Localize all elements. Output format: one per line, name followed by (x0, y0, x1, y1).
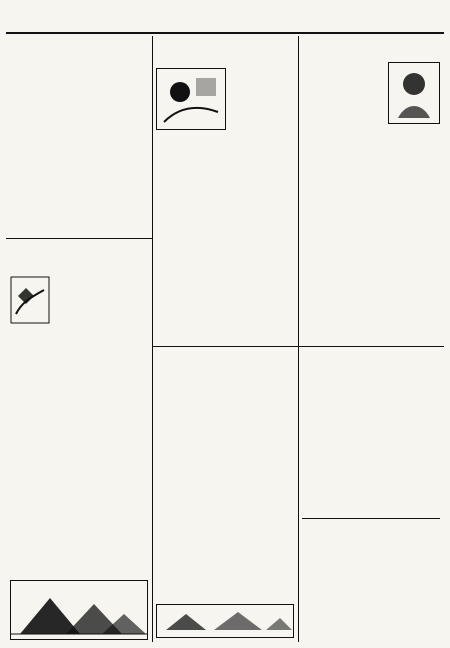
article-body (388, 128, 440, 342)
article-illustration (10, 276, 50, 324)
article-2 (10, 242, 148, 640)
article-body (302, 62, 384, 342)
article-7 (302, 522, 440, 640)
article-body (156, 350, 294, 598)
bottom-illustration (156, 604, 294, 638)
article-body (156, 134, 294, 342)
article-illustration (156, 68, 226, 130)
column-rule (298, 36, 299, 642)
article-body (54, 276, 148, 436)
article-5 (302, 38, 440, 342)
article-4 (156, 350, 294, 598)
illustration-placeholder (156, 604, 294, 638)
newspaper-page (6, 6, 444, 642)
section-rule (6, 238, 152, 239)
illustration-placeholder (156, 68, 226, 130)
newspaper-header (6, 6, 444, 34)
article-body (10, 438, 148, 578)
section-rule (152, 346, 444, 347)
article-3 (156, 38, 294, 342)
article-body (10, 38, 122, 234)
tree-illustration (10, 580, 148, 640)
section-rule (302, 518, 440, 519)
column-rule (152, 36, 153, 642)
decorative-icon (10, 276, 50, 324)
article-illustration (388, 62, 440, 124)
article-6 (302, 350, 440, 516)
illustration-placeholder (388, 62, 440, 124)
article-illustration (10, 580, 148, 640)
article-body (302, 350, 440, 516)
article-body (302, 540, 440, 640)
article-1 (10, 38, 148, 234)
